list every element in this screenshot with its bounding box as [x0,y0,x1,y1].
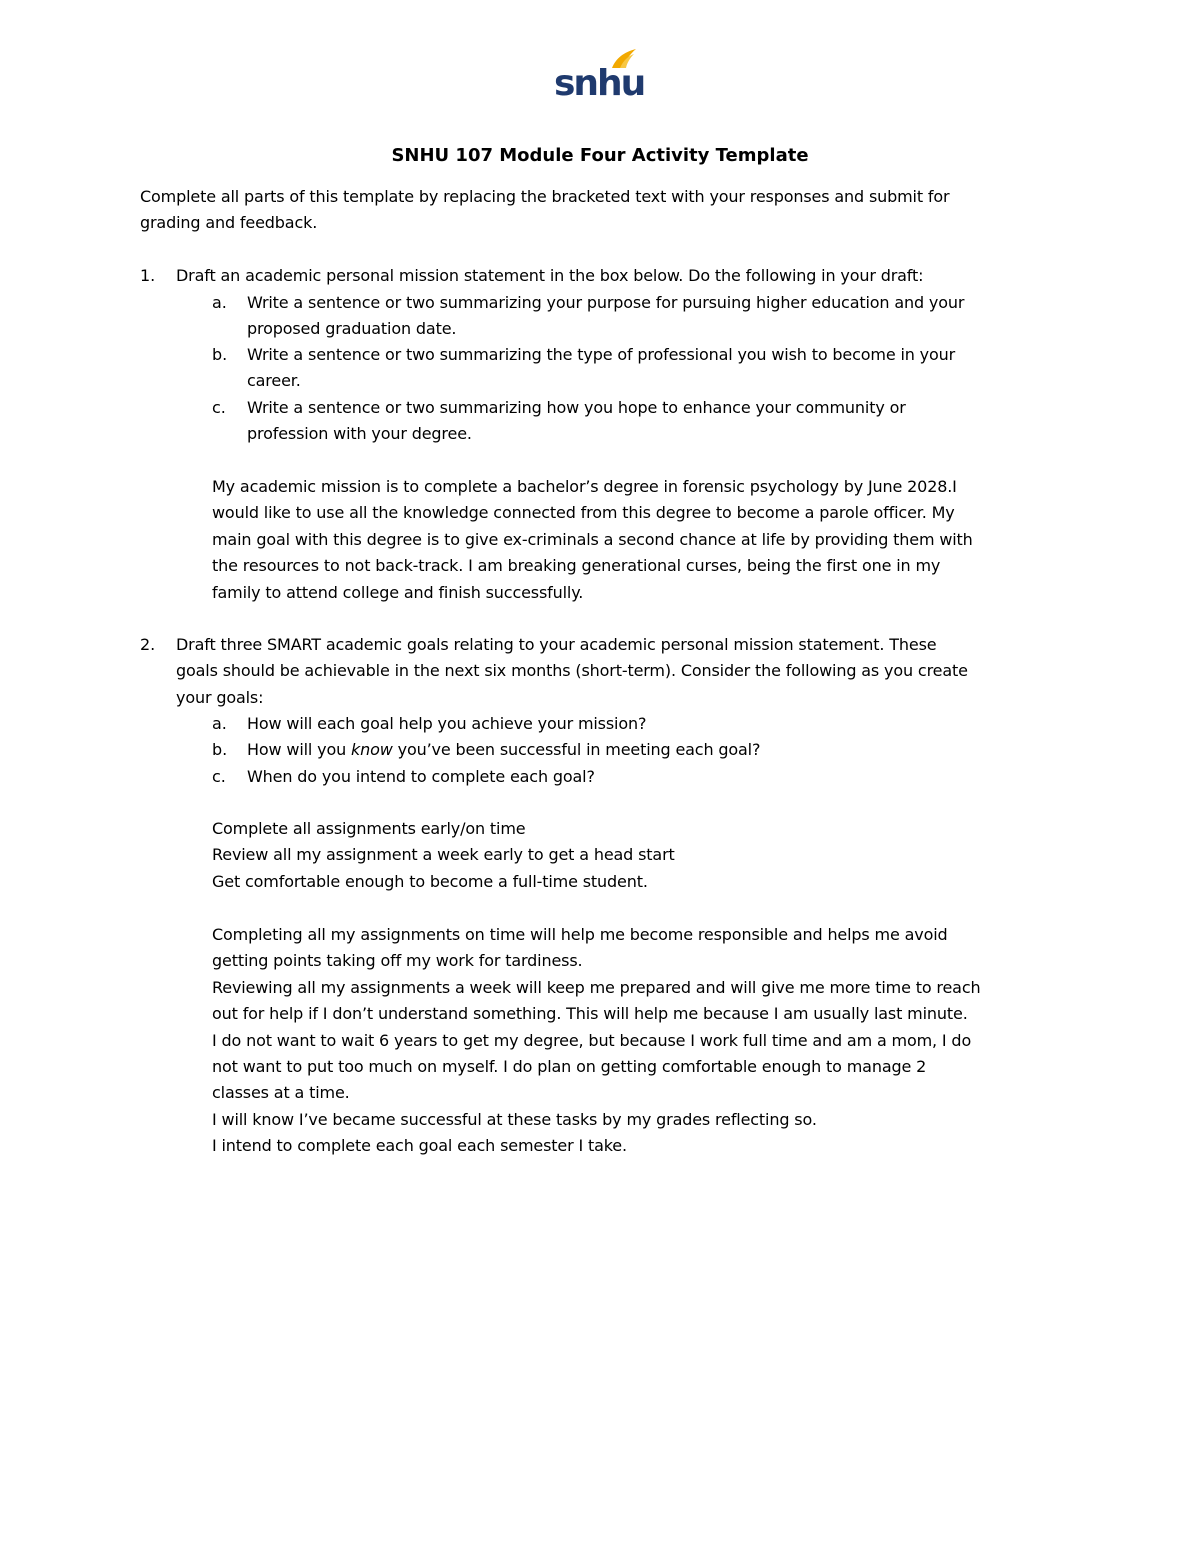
subitem-text-after: you’ve been successful in meeting each goal? [392,740,761,759]
response-line: not want to put too much on myself. I do plan on getting comfortable enough to manage 2 [212,1056,927,1076]
goals-response [212,922,980,1160]
subitem-text: When do you intend to complete each goal? [247,767,595,786]
item-number: 1. [140,266,156,285]
item-prompt: Draft an academic personal mission statement in the box below. Do the following in your draft: [176,266,924,285]
page-title: SNHU 107 Module Four Activity Template [391,145,809,166]
item-number: 2. [140,635,156,654]
item-prompt [176,632,968,711]
snhu-logo [554,48,645,110]
prompt-line: goals should be achievable in the next six months (short-term). Consider the following as you create [176,661,968,681]
subitem-marker: a. [212,293,227,312]
subitem-line: career. [247,371,301,391]
intro-line: grading and feedback. [140,213,318,233]
subitem-text-before: How will you [247,740,352,759]
subitem-line: Write a sentence or two summarizing the type of professional you wish to become in your [247,345,956,364]
subitem-marker: c. [212,767,226,786]
subitem-text [247,342,955,395]
intro-line: Complete all parts of this template by replacing the bracketed text with your responses and submit for [140,187,950,206]
response-line: My academic mission is to complete a bachelor’s degree in forensic psychology by June 2028.I [212,477,957,496]
subitem-line: profession with your degree. [247,424,472,444]
response-line: out for help if I don’t understand something. This will help me because I am usually last minute. [212,1004,968,1024]
subitem-marker: b. [212,345,228,364]
response-line: getting points taking off my work for tardiness. [212,951,583,971]
response-line: Reviewing all my assignments a week will keep me prepared and will give me more time to reach [212,977,981,997]
subitem-text [247,395,906,448]
subitem-line: proposed graduation date. [247,319,457,339]
response-line: I will know I’ve became successful at these tasks by my grades reflecting so. [212,1109,817,1129]
goal-line: Review all my assignment a week early to get a head start [212,845,675,865]
goals-list [212,816,675,895]
mission-response [212,474,973,606]
intro-paragraph [140,184,949,237]
subitem-text [247,737,760,763]
subitem-line: Write a sentence or two summarizing your purpose for pursuing higher education and your [247,293,965,312]
response-line: family to attend college and finish successfully. [212,582,584,602]
logo-wordmark: snhu [554,63,645,104]
response-line: classes at a time. [212,1083,350,1103]
response-line: I intend to complete each goal each semester I take. [212,1136,627,1156]
subitem-marker: c. [212,398,226,417]
response-line: main goal with this degree is to give ex-criminals a second chance at life by providing them with [212,529,973,549]
response-line: the resources to not back-track. I am breaking generational curses, being the first one in my [212,556,941,576]
goal-line: Get comfortable enough to become a full-time student. [212,871,648,891]
response-line: I do not want to wait 6 years to get my degree, but because I work full time and am a mom, I do [212,1030,972,1050]
subitem-emphasis: know [351,740,393,759]
subitem-text: How will each goal help you achieve your mission? [247,714,647,733]
response-line: Completing all my assignments on time will help me become responsible and helps me avoid [212,925,948,944]
prompt-line: Draft three SMART academic goals relating to your academic personal mission statement. These [176,635,937,654]
subitem-text [247,290,964,343]
prompt-line: your goals: [176,687,264,707]
subitem-line: Write a sentence or two summarizing how you hope to enhance your community or [247,398,906,417]
goal-line: Complete all assignments early/on time [212,819,526,838]
subitem-marker: b. [212,740,228,759]
subitem-marker: a. [212,714,227,733]
response-line: would like to use all the knowledge connected from this degree to become a parole officer. My [212,503,955,523]
